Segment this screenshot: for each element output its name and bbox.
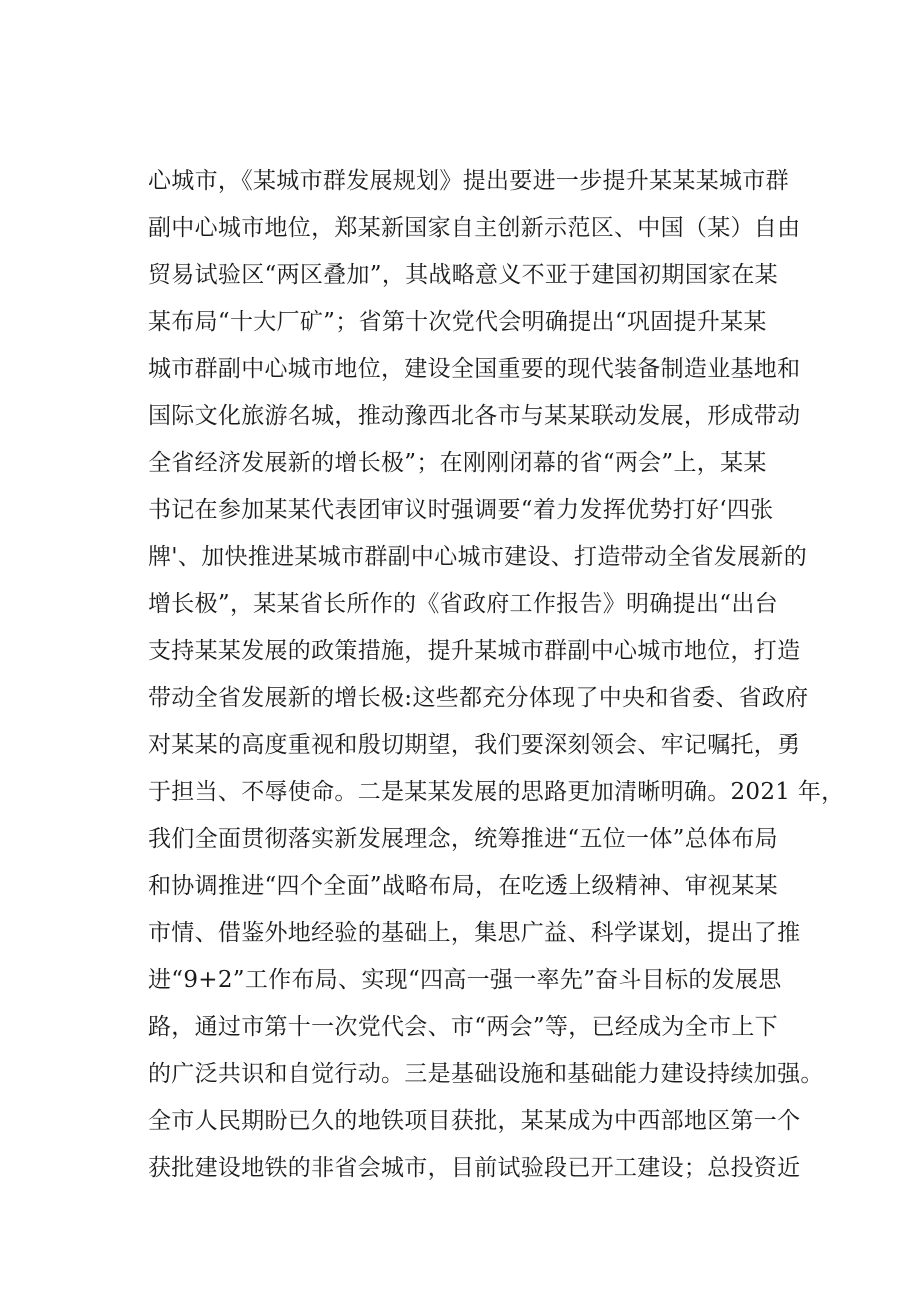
- text-line: 带动全省发展新的增长极:这些都充分体现了中央和省委、省政府: [148, 685, 809, 711]
- text-line: 全省经济发展新的增长极”；在刚刚闭幕的省“两会”上，某某: [148, 450, 767, 476]
- text-line: 的广泛共识和自觉行动。三是基础设施和基础能力建设持续加强。: [148, 1061, 824, 1087]
- text-line: 牌'、加快推进某城市群副中心城市建设、打造带动全省发展新的: [148, 544, 808, 570]
- text-line: 进“9+2”工作布局、实现“四高一强一率先”奋斗目标的发展思: [148, 967, 782, 993]
- text-line: 城市群副中心城市地位，建设全国重要的现代装备制造业基地和: [148, 356, 801, 382]
- text-line: 获批建设地铁的非省会城市，目前试验段已开工建设；总投资近: [148, 1155, 801, 1181]
- text-line: 增长极”，某某省长所作的《省政府工作报告》明确提出“出台: [148, 591, 778, 617]
- text-line: 对某某的高度重视和殷切期望，我们要深刻领会、牢记嘱托，勇: [148, 732, 801, 758]
- text-line: 路，通过市第十一次党代会、市“两会”等，已经成为全市上下: [148, 1014, 778, 1040]
- text-line: 副中心城市地位，郑某新国家自主创新示范区、中国（某）自由: [148, 215, 801, 241]
- text-line: 和协调推进“四个全面”战略布局，在吃透上级精神、审视某某: [148, 873, 778, 899]
- text-line: 全市人民期盼已久的地铁项目获批，某某成为中西部地区第一个: [148, 1108, 801, 1134]
- text-line: 心城市，《某城市群发展规划》提出要进一步提升某某某城市群: [148, 168, 789, 194]
- text-line: 于担当、不辱使命。二是某某发展的思路更加清晰明确。2021 年，: [148, 779, 845, 805]
- text-line: 支持某某发展的政策措施，提升某城市群副中心城市地位，打造: [148, 638, 801, 664]
- text-line: 市情、借鉴外地经验的基础上，集思广益、科学谋划，提出了推: [148, 920, 801, 946]
- text-line: 贸易试验区“两区叠加”，其战略意义不亚于建国初期国家在某: [148, 262, 778, 288]
- text-line: 书记在参加某某代表团审议时强调要“着力发挥优势打好‘四张: [148, 497, 774, 523]
- text-line: 国际文化旅游名城，推动豫西北各市与某某联动发展，形成带动: [148, 403, 801, 429]
- text-line: 我们全面贯彻落实新发展理念，统筹推进“五位一体”总体布局: [148, 826, 778, 852]
- text-line: 某布局“十大厂矿”；省第十次党代会明确提出“巩固提升某某: [148, 309, 767, 335]
- body-text: [148, 158, 848, 1192]
